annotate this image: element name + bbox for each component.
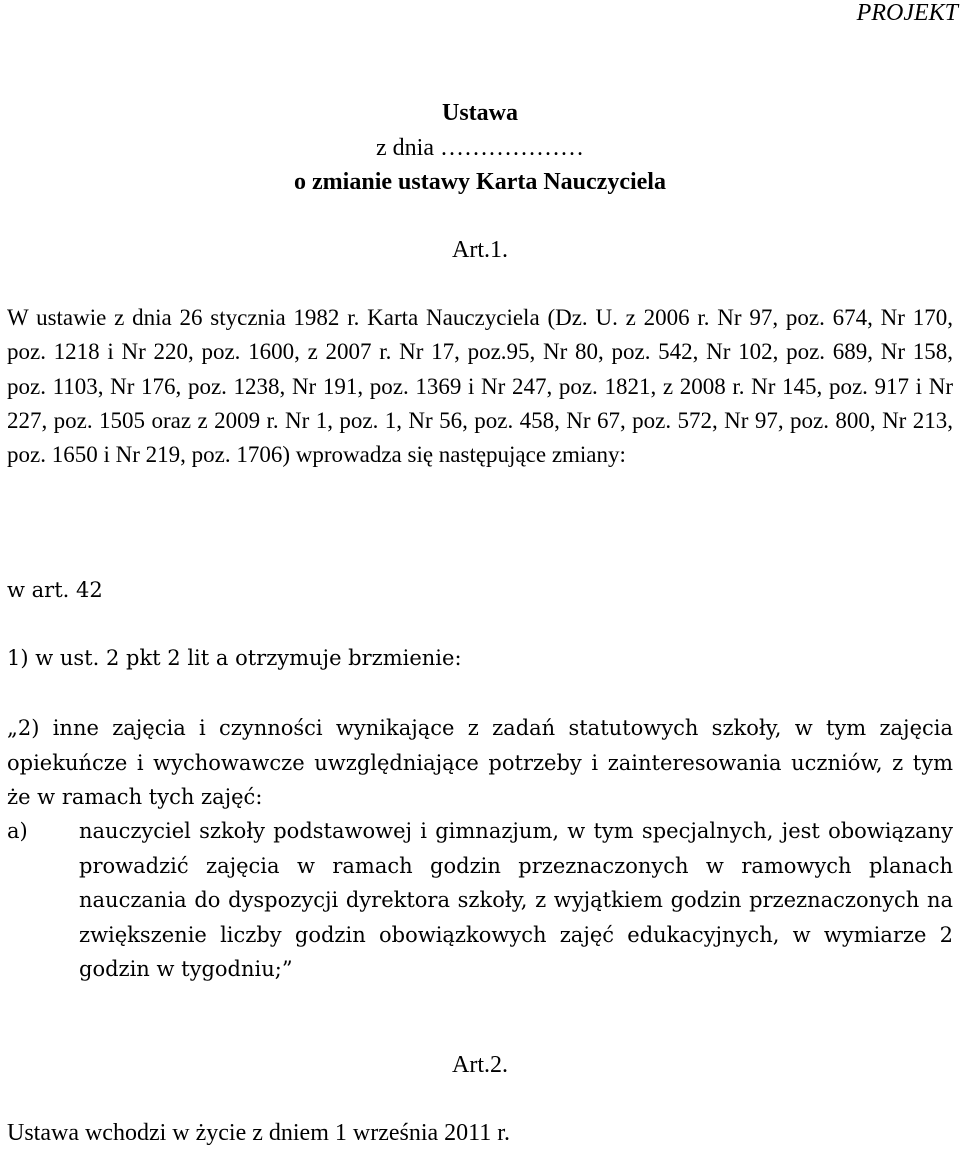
sub-point-a-text: nauczyciel szkoły podstawowej i gimnazjum, w tym specjalnych, jest obowiązany prowadzić zajęcia w ramach godzin przeznaczonych w ramowych planach nauczania do dyspozycji dyrektora szkoły, z wyjątkiem godzin przeznaczonych na zwiększenie liczby godzin obowiązkowych zajęć edukacyjnych, w wymiarze 2 godzin w tygodniu;”: [79, 819, 953, 981]
amended-article-reference: w art. 42: [7, 578, 103, 602]
act-subject: o zmianie ustawy Karta Nauczyciela: [294, 169, 666, 195]
act-title: Ustawa: [442, 100, 518, 126]
article-2-text: Ustawa wchodzi w życie z dniem 1 września 2011 r.: [7, 1120, 510, 1146]
sub-point-a-label: a): [7, 819, 28, 843]
project-status-label: PROJEKT: [856, 0, 958, 26]
act-date-line: z dnia ………………: [376, 135, 584, 161]
quoted-amendment-paragraph: „2) inne zajęcia i czynności wynikające z zadań statutowych szkoły, w tym zajęcia opiekuńcze i wychowawcze uwzględniające potrzeby i zainteresowania uczniów, z tym że w ramach tych zajęć:: [7, 716, 953, 809]
amendment-point-1: 1) w ust. 2 pkt 2 lit a otrzymuje brzmienie:: [7, 646, 462, 670]
article-1-intro-paragraph: W ustawie z dnia 26 stycznia 1982 r. Karta Nauczyciela (Dz. U. z 2006 r. Nr 97, poz. 674, Nr 170, poz. 1218 i Nr 220, poz. 1600, z 2007 r. Nr 17, poz.95, Nr 80, poz. 542, Nr 102, poz. 689, Nr 158, poz. 1103, Nr 176, poz. 1238, Nr 191, poz. 1369 i Nr 247, poz. 1821, z 2008 r. Nr 145, poz. 917 i Nr 227, poz. 1505 oraz z 2009 r. Nr 1, poz. 1, Nr 56, poz. 458, Nr 67, poz. 572, Nr 97, poz. 800, Nr 213, poz. 1650 i Nr 219, poz. 1706) wprowadza się następujące zmiany:: [7, 305, 953, 468]
sub-point-a: [7, 814, 953, 987]
article-1-heading: Art.1.: [452, 237, 508, 263]
article-2-heading: Art.2.: [452, 1052, 508, 1078]
